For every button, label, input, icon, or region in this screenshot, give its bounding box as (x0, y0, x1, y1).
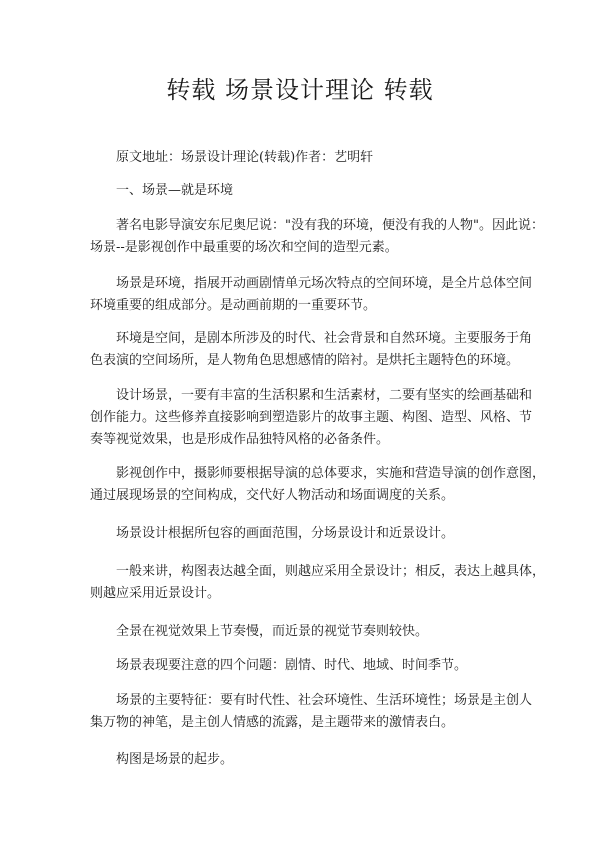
paragraph-9 (90, 621, 520, 643)
paragraph-8 (90, 561, 546, 605)
paragraph-2 (90, 215, 544, 259)
paragraph-line: 创作能力。这些修养直接影响到塑造影片的故事主题、构图、造型、风格、节 (90, 410, 533, 425)
paragraph-5 (90, 385, 533, 451)
paragraph-line: 集万物的神笔，是主创人情感的流露，是主题带来的激情表白。 (90, 715, 455, 730)
document-title: 转载 场景设计理论 转载 (166, 76, 434, 104)
paragraph-heading-1 (90, 180, 520, 202)
paragraph-line: 场景--是影视创作中最重要的场次和空间的造型元素。 (90, 240, 398, 255)
paragraph-line: 环境是空间，是剧本所涉及的时代、社会背景和自然环境。主要服务于角 (116, 331, 533, 346)
paragraph-line: 场景是环境，指展开动画剧情单元场次特点的空间环境，是全片总体空间 (116, 276, 533, 291)
paragraph-4 (90, 328, 533, 372)
paragraph-line: 原文地址：场景设计理论(转载)作者：艺明轩 (116, 150, 374, 165)
paragraph-line: 全景在视觉效果上节奏慢，而近景的视觉节奏则较快。 (116, 624, 429, 639)
paragraph-line: 一、场景—就是环境 (116, 183, 234, 198)
paragraph-line: 色表演的空间场所，是人物角色思想感情的陪衬。是烘托主题特色的环境。 (90, 353, 520, 368)
paragraph-line: 设计场景，一要有丰富的生活积累和生活素材，二要有坚实的绘画基础和 (116, 388, 533, 403)
paragraph-10 (90, 655, 520, 677)
paragraph-line: 著名电影导演安东尼奥尼说："没有我的环境，便没有我的人物"。因此说： (116, 218, 544, 233)
paragraph-3 (90, 273, 533, 317)
paragraph-11 (90, 690, 533, 734)
paragraph-7 (90, 523, 520, 545)
paragraph-12 (90, 749, 520, 771)
paragraph-line: 场景的主要特征：要有时代性、社会环境性、生活环境性；场景是主创人 (116, 693, 533, 708)
paragraph-line: 场景表现要注意的四个问题：剧情、时代、地域、时间季节。 (116, 658, 468, 673)
paragraph-line: 场景设计根据所包容的画面范围，分场景设计和近景设计。 (116, 526, 455, 541)
paragraph-line: 通过展现场景的空间构成，交代好人物活动和场面调度的关系。 (90, 488, 455, 503)
paragraph-line: 一般来讲，构图表达越全面，则越应采用全景设计；相反，表达上越具体， (116, 564, 546, 579)
paragraph-source (90, 147, 520, 169)
paragraph-line: 环境重要的组成部分。是动画前期的一重要环节。 (90, 298, 377, 313)
paragraph-6 (90, 463, 546, 507)
paragraph-line: 影视创作中，摄影师要根据导演的总体要求，实施和营造导演的创作意图， (116, 466, 546, 481)
paragraph-line: 构图是场景的起步。 (116, 752, 234, 767)
paragraph-line: 奏等视觉效果，也是形成作品独特风格的必备条件。 (90, 432, 390, 447)
paragraph-line: 则越应采用近景设计。 (90, 586, 221, 601)
